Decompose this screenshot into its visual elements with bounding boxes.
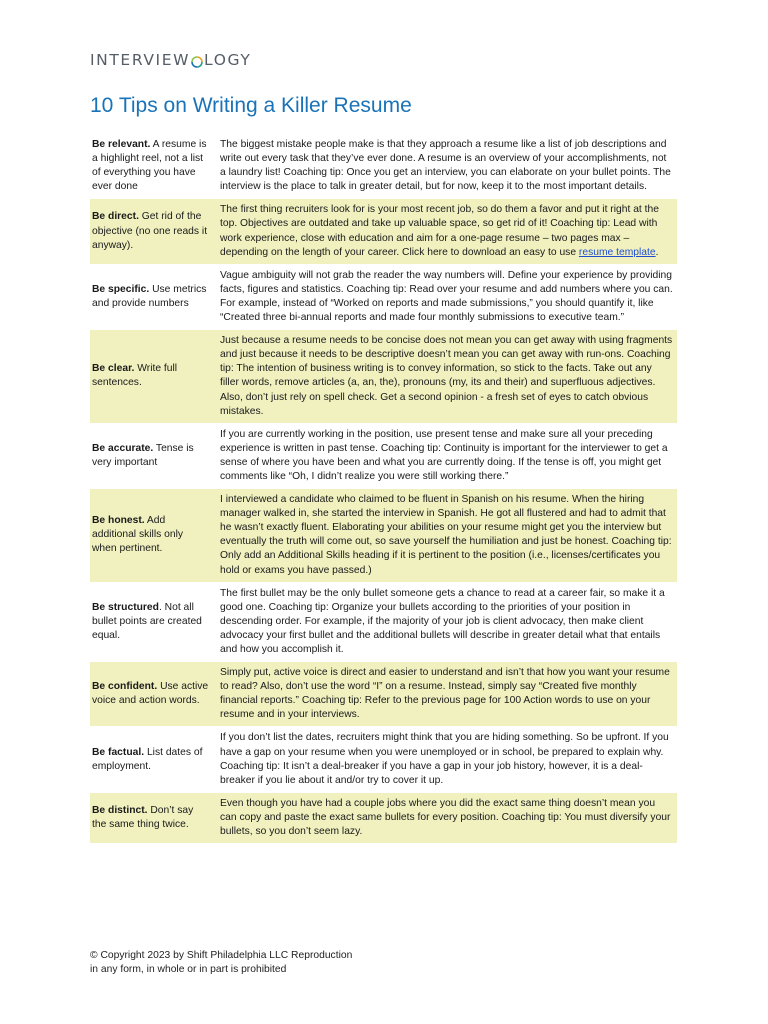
tips-table (90, 134, 677, 843)
tip-body: Just because a resume needs to be concise does not mean you can get away with using fragments and just because it needs to be descriptive doesn’t mean you can get away with run-ons. Coaching tip: The intention of business writing is to convey information, so stick to the facts. Take out any filler words, remove articles (a, an, the), pronouns (my, its and their) and superfluous adjectives. Also, don’t just rely on spell check. Get a second opinion - a fresh set of eyes to catch obvious mistakes. (216, 330, 677, 424)
tip-body: Even though you have had a couple jobs where you did the exact same thing doesn’t mean you can copy and paste the exact same bullets for every position. Coaching tip: You must diversify your bullets, so you don’t seem lazy. (216, 792, 677, 843)
tip-label (90, 423, 216, 488)
tip-body (216, 199, 677, 264)
tip-body: Simply put, active voice is direct and easier to understand and isn’t that how you want your resume to read? Also, don’t use the word “I” on a resume. Instead, simply say “Created five monthly financial reports.” Coaching tip: Refer to the previous page for 100 Action words to use on your resume and in your interviews. (216, 662, 677, 727)
tip-desc: Use metrics and provide numbers (92, 283, 207, 309)
tip-desc: Don’t say the same thing twice. (92, 804, 194, 830)
copyright-line-2: in any form, in whole or in part is prohibited (90, 964, 287, 975)
tip-term: Be accurate. (92, 442, 154, 454)
copyright-line-1: © Copyright 2023 by Shift Philadelphia LLC Reproduction (90, 950, 353, 961)
tip-term: Be direct. (92, 211, 139, 223)
tip-desc: Tense is very important (92, 442, 194, 468)
tip-body: The first bullet may be the only bullet someone gets a chance to read at a career fair, so make it a good one. Coaching tip: Organize your bullets according to the priorities of your position in descending order. For example, if the majority of your job is client advocacy, then make client advocacy your first bullet and the additional bullets will describe in greater detail what that entails and how you accomplish it. (216, 582, 677, 661)
tip-body: Vague ambiguity will not grab the reader the way numbers will. Define your experience by providing facts, figures and statistics. Coaching tip: Read over your resume and add numbers where you can. For example, instead of “Worked on reports and made submissions,” you should quantify it, like “Created three bi-annual reports and made four monthly submissions to executive team.” (216, 264, 677, 329)
tip-row (90, 662, 677, 727)
tip-label (90, 662, 216, 727)
resume-template-link[interactable]: resume template (578, 246, 656, 258)
tip-row (90, 489, 677, 583)
tip-desc: Add additional skills only when pertinent. (92, 515, 184, 555)
tip-row (90, 582, 677, 661)
tip-label (90, 582, 216, 661)
tip-desc: List dates of employment. (92, 746, 203, 772)
tip-body-end: . (655, 246, 659, 258)
logo-ring-icon (191, 54, 203, 66)
tip-row (90, 199, 677, 264)
tip-term: Be specific. (92, 283, 150, 295)
tip-term: Be confident. (92, 681, 158, 693)
tip-desc: Get rid of the objective (no one reads it anyway). (92, 211, 208, 251)
tip-label (90, 792, 216, 843)
tip-label (90, 489, 216, 583)
tip-term: Be clear. (92, 363, 135, 375)
tip-row (90, 727, 677, 792)
tip-row (90, 330, 677, 424)
tip-row (90, 792, 677, 843)
tip-row (90, 423, 677, 488)
tip-desc: . Not all bullet points are created equal. (92, 601, 202, 641)
tip-label (90, 199, 216, 264)
tip-term: Be factual. (92, 746, 145, 758)
tip-term: Be distinct. (92, 804, 148, 816)
tip-term: Be honest. (92, 515, 145, 527)
brand-logo (90, 51, 251, 69)
tip-desc: Use active voice and action words. (92, 681, 209, 707)
tip-body: I interviewed a candidate who claimed to be fluent in Spanish on his resume. When the hiring manager walked in, she started the interview in Spanish. He got all flustered and had to admit that he wasn’t exactly fluent. Elaborating your abilities on your resume might get you the interview but eventually the truth will come out, so save yourself the humiliation and just be honest. Coaching tip: Only add an Additional Skills heading if it is pertinent to the position (i.e., licenses/certificates you hold or exams you have passed.) (216, 489, 677, 583)
page-title: 10 Tips on Writing a Killer Resume (90, 94, 412, 117)
copyright-footer (90, 949, 352, 977)
tip-body: If you don’t list the dates, recruiters might think that you are hiding something. So be upfront. If you have a gap on your resume when you were unemployed or in school, be prepared to explain why. Coaching tip: It isn’t a deal-breaker if you have a gap in your job history, however, it is a deal-breaker if you lie about it and/or try to cover it up. (216, 727, 677, 792)
tip-label (90, 727, 216, 792)
tip-desc: A resume is a highlight reel, not a list of everything you have ever done (92, 139, 207, 193)
tip-term: Be structured (92, 601, 159, 613)
logo-text-right: LOGY (204, 51, 252, 69)
tip-body: The biggest mistake people make is that they approach a resume like a list of job descriptions and write out every task that they’ve ever done. A resume is an overview of your accomplishments, not a laundry list! Coaching tip: Once you get an interview, you can elaborate on your bullet points. The interview is the place to talk in greater detail, but for now, keep it to the most important details. (220, 139, 671, 193)
tip-term: Be relevant. (92, 139, 151, 150)
tip-row (90, 264, 677, 329)
tip-label (90, 330, 216, 424)
tip-desc: Write full sentences. (92, 363, 178, 389)
tip-body-text: The first thing recruiters look for is your most recent job, so do them a favor and put it right at the top. Objectives are outdated and take up valuable space, so get rid of it! Coaching tip: Lead with work experience, close with education and aim for a one-page resume – two pages max – depending on the length of your career. Click here to download an easy to use (220, 204, 659, 258)
logo-text-left: INTERVIEW (90, 51, 191, 69)
tip-body: If you are currently working in the position, use present tense and make sure all your preceding experience is written in past tense. Coaching tip: Continuity is important for the interviewer to get a sense of where you have been and what you are currently doing. If the tense is off, you might get comments like “Oh, I didn’t realize you were still working there.” (216, 423, 677, 488)
tip-row (90, 134, 677, 199)
tip-label (90, 134, 216, 199)
tip-label (90, 264, 216, 329)
